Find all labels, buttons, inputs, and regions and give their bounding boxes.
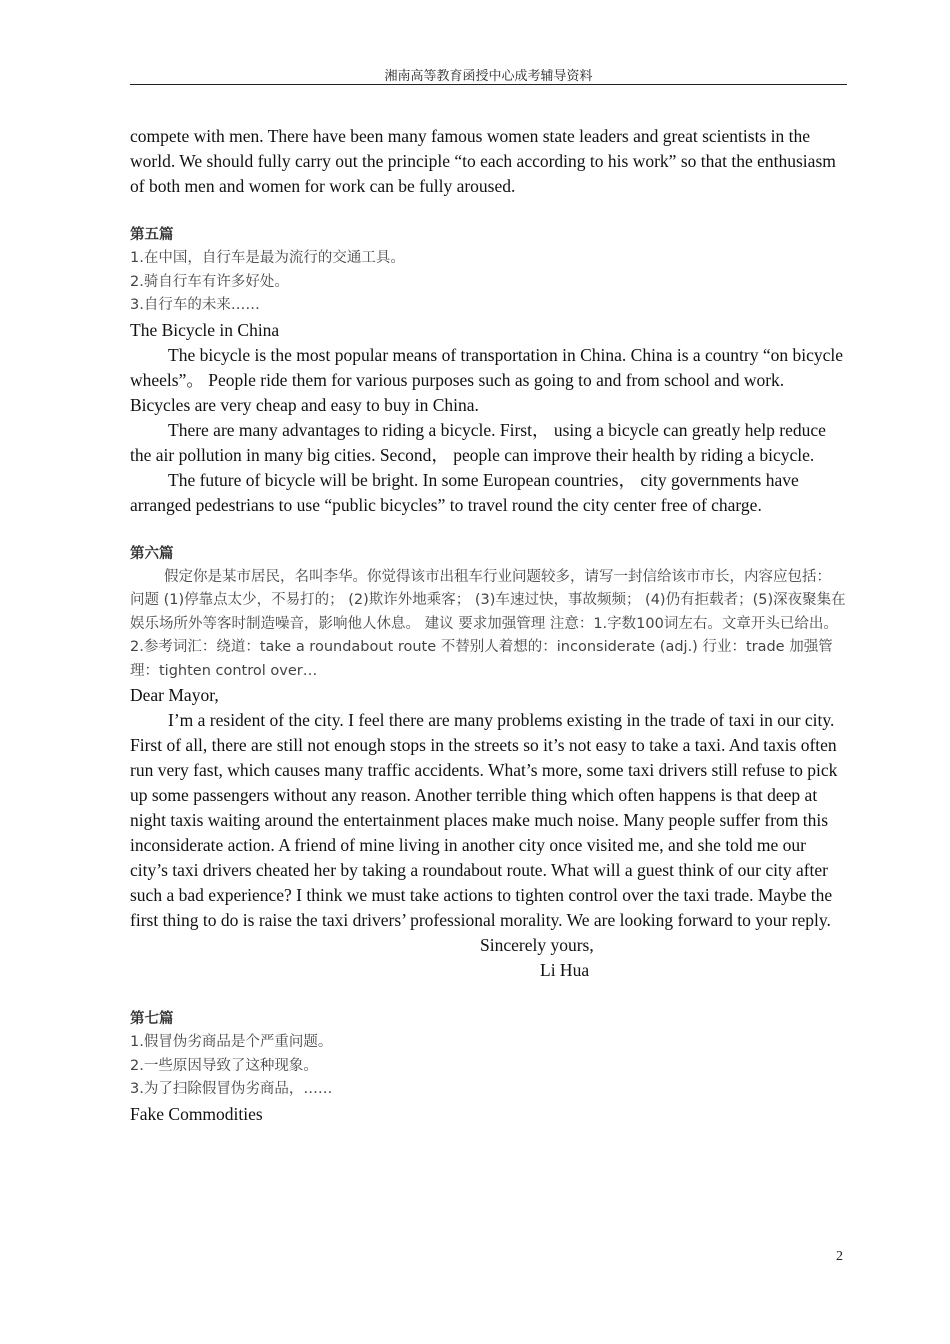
letter-signature: Li Hua [540,960,590,980]
section-6-heading: 第六篇 [130,545,174,562]
section-7-heading: 第七篇 [130,1011,174,1027]
section-5-title: The Bicycle in China [130,319,280,340]
section-7-point-2: 2.一些原因导致了这种现象。 [130,1057,318,1074]
section-5-point-2: 2.骑自行车有许多好处。 [130,273,289,290]
spacer [130,518,847,543]
page-number: 2 [836,1249,843,1264]
continuation-paragraph: compete with men. There have been many famous women state leaders and great scientists in the world. We should fully carry out the principle “to each according to his work” so that the enthusiasm of both men and women for work can be fully aroused. [130,126,836,196]
section-5-paragraph-2: There are many advantages to riding a bicycle. First， using a bicycle can greatly help reduce the air pollution in many big cities. Second， people can improve their health by riding a bicycle. [130,419,826,465]
section-5-paragraph-3: The future of bicycle will be bright. In some European countries， city governments have arranged pedestrians to use “public bicycles” to travel round the city center free of charge. [130,469,799,515]
section-7-point-3: 3.为了扫除假冒伪劣商品，…… [130,1081,333,1097]
letter-salutation: Dear Mayor, [130,685,219,705]
header-rule [130,84,847,85]
section-6-prompt: 假定你是某市居民，名叫李华。你觉得该市出租车行业问题较多，请写一封信给该市市长，内容应包括： 问题 (1)停靠点太少，不易打的； (2)欺诈外地乘客； (3)车速过快，事故频频； (4)仍有拒载者；(5)深夜聚集在娱乐场所外等客时制造噪音，影响他人休息。 建议 要求加强管理 注意：1.字数100词左右。文章开头已给出。 2.参考词汇：绕道：take a roundabout route 不替别人着想的：inconsiderate (adj.) 行业：trade 加强管理：tighten control over… [130,568,846,679]
page-header: 湘南高等教育函授中心成考辅导资料 [384,69,593,84]
spacer [130,983,847,1008]
letter-body: I’m a resident of the city. I feel there are many problems existing in the trade of taxi in our city. First of all, there are still not enough stops in the streets so it’s not easy to take a taxi. And taxis often run very fast, which causes many traffic accidents. What’s more, some taxi drivers still refuse to pick up some passengers without any reason. Another terrible thing which often happens is that deep at night taxis waiting around the entertainment places make much noise. Many people suffer from this inconsiderate action. A friend of mine living in another city once visited me, and she told me our city’s taxi drivers cheated her by taking a roundabout route. What will a guest think of our city after such a bad experience? I think we must take actions to tighten control over the taxi trade. Maybe the first thing to do is raise the taxi drivers’ professional morality. We are looking forward to your reply. [130,710,838,930]
section-7-title: Fake Commodities [130,1103,263,1124]
section-5-point-1: 1.在中国，自行车是最为流行的交通工具。 [130,250,405,266]
section-7-point-1: 1.假冒伪劣商品是个严重问题。 [130,1034,333,1050]
section-5-paragraph-1: The bicycle is the most popular means of transportation in China. China is a country “on bicycle wheels”。 People ride them for various purposes such as going to and from school and work. Bicycles are very cheap and easy to buy in China. [130,344,844,415]
spacer [130,199,847,224]
section-5-heading: 第五篇 [130,227,174,243]
letter-closing: Sincerely yours, [480,935,594,955]
document-body [130,124,847,1127]
section-5-point-3: 3.自行车的未来…… [130,297,260,313]
